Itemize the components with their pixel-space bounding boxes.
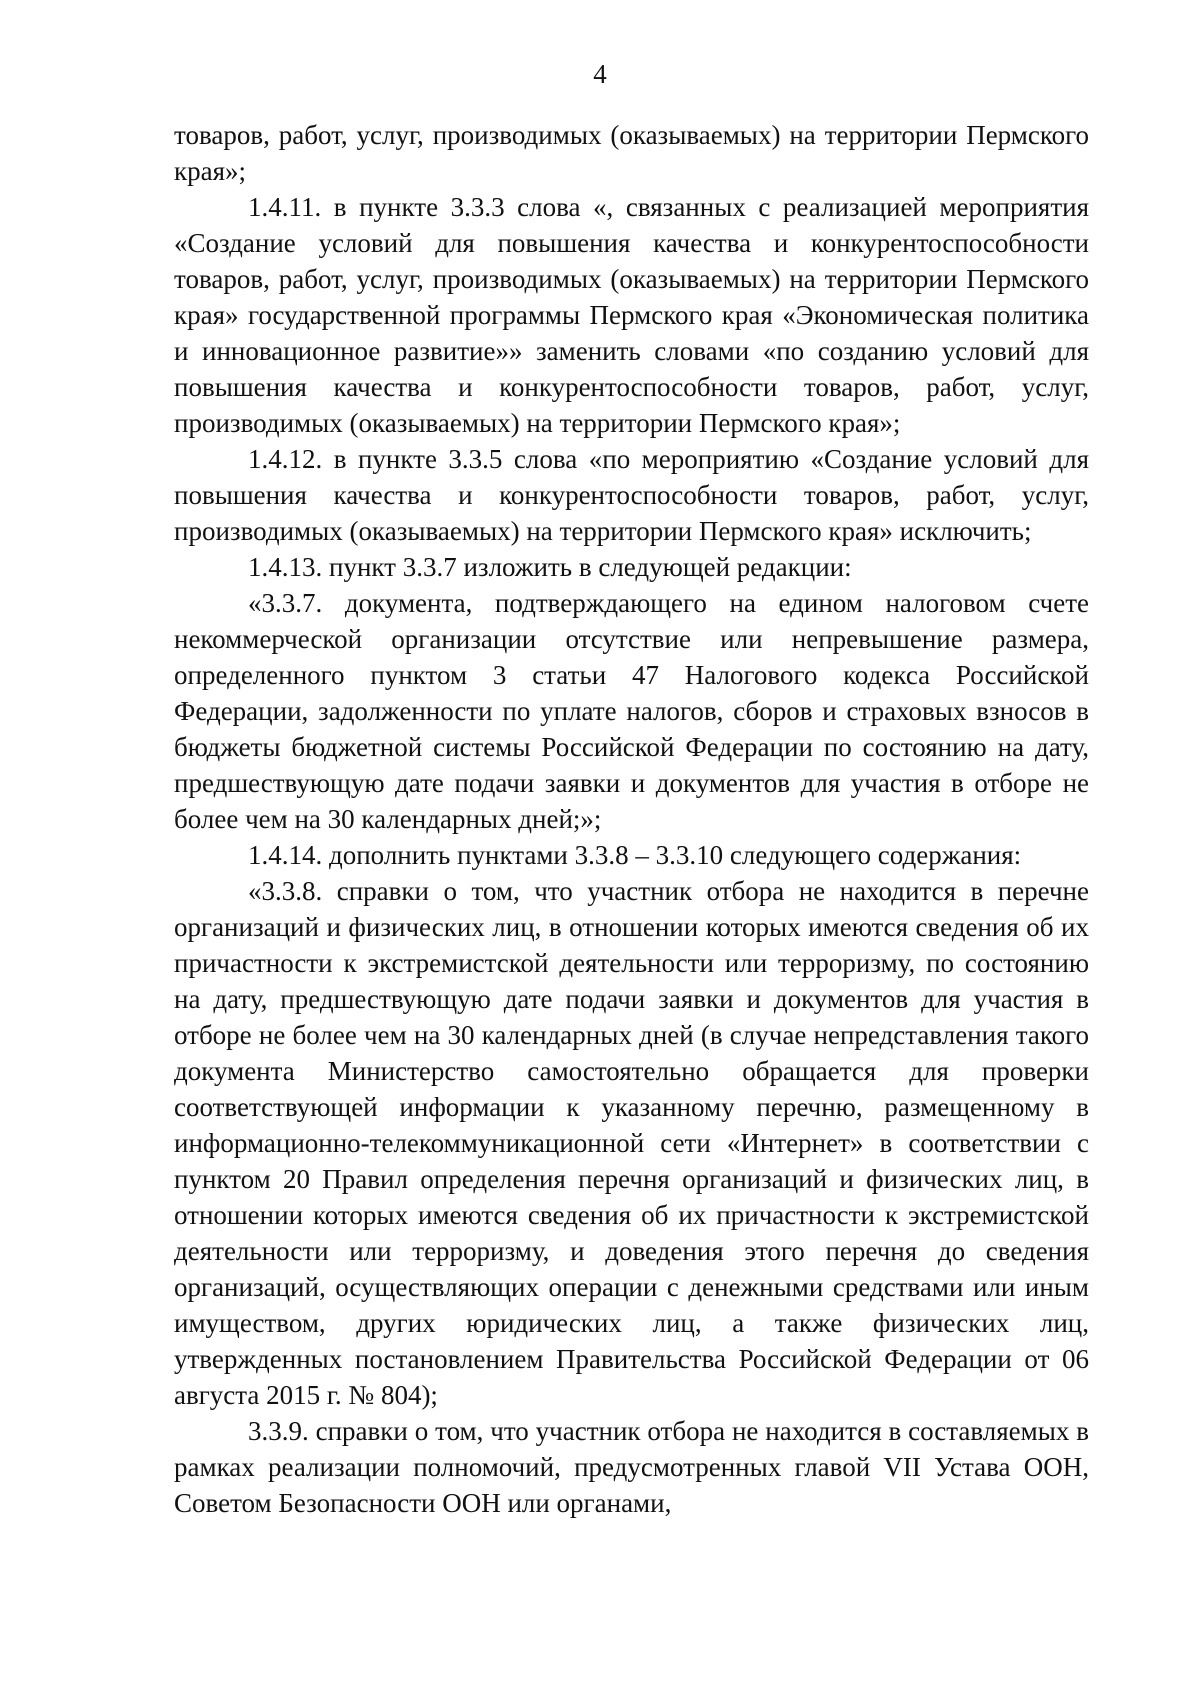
paragraph-continuation: товаров, работ, услуг, производимых (оказываемых) на территории Пермского края»;: [174, 120, 1089, 186]
paragraph-3-3-7: «3.3.7. документа, подтверждающего на едином налоговом счете некоммерческой организации отсутствие или непревышение размера, определенного пунктом 3 статьи 47 Налогового кодекса Российской Федерации, задолженности по уплате налогов, сборов и страховых взносов в бюджеты бюджетной системы Российской Федерации по состоянию на дату, предшествующую дате подачи заявки и документов для участия в отборе не более чем на 30 календарных дней;»;: [174, 588, 1089, 834]
paragraph-3-3-9: 3.3.9. справки о том, что участник отбора не находится в составляемых в рамках реализации полномочий, предусмотренных главой VII Устава ООН, Советом Безопасности ООН или органами,: [174, 1416, 1089, 1518]
document-body: [174, 117, 1089, 1521]
page-number: 4: [593, 59, 607, 89]
paragraph-1-4-13: 1.4.13. пункт 3.3.7 изложить в следующей редакции:: [248, 552, 852, 582]
paragraph-1-4-11: 1.4.11. в пункте 3.3.3 слова «, связанных с реализацией мероприятия «Создание условий для повышения качества и конкурентоспособности товаров, работ, услуг, производимых (оказываемых) на территории Пермского края» государственной программы Пермского края «Экономическая политика и инновационное развитие»» заменить словами «по созданию условий для повышения качества и конкурентоспособности товаров, работ, услуг, производимых (оказываемых) на территории Пермского края»;: [174, 192, 1089, 438]
paragraph-1-4-14: 1.4.14. дополнить пунктами 3.3.8 – 3.3.10 следующего содержания:: [248, 840, 1022, 870]
paragraph-1-4-12: 1.4.12. в пункте 3.3.5 слова «по мероприятию «Создание условий для повышения качества и конкурентоспособности товаров, работ, услуг, производимых (оказываемых) на территории Пермского края» исключить;: [174, 444, 1089, 546]
paragraph-3-3-8: «3.3.8. справки о том, что участник отбора не находится в перечне организаций и физических лиц, в отношении которых имеются сведения об их причастности к экстремистской деятельности или терроризму, по состоянию на дату, предшествующую дате подачи заявки и документов для участия в отборе не более чем на 30 календарных дней (в случае непредставления такого документа Министерство самостоятельно обращается для проверки соответствующей информации к указанному перечню, размещенному в информационно-телекоммуникационной сети «Интернет» в соответствии с пунктом 20 Правил определения перечня организаций и физических лиц, в отношении которых имеются сведения об их причастности к экстремистской деятельности или терроризму, и доведения этого перечня до сведения организаций, осуществляющих операции с денежными средствами или иным имуществом, других юридических лиц, а также физических лиц, утвержденных постановлением Правительства Российской Федерации от 06 августа 2015 г. № 804);: [174, 876, 1089, 1410]
